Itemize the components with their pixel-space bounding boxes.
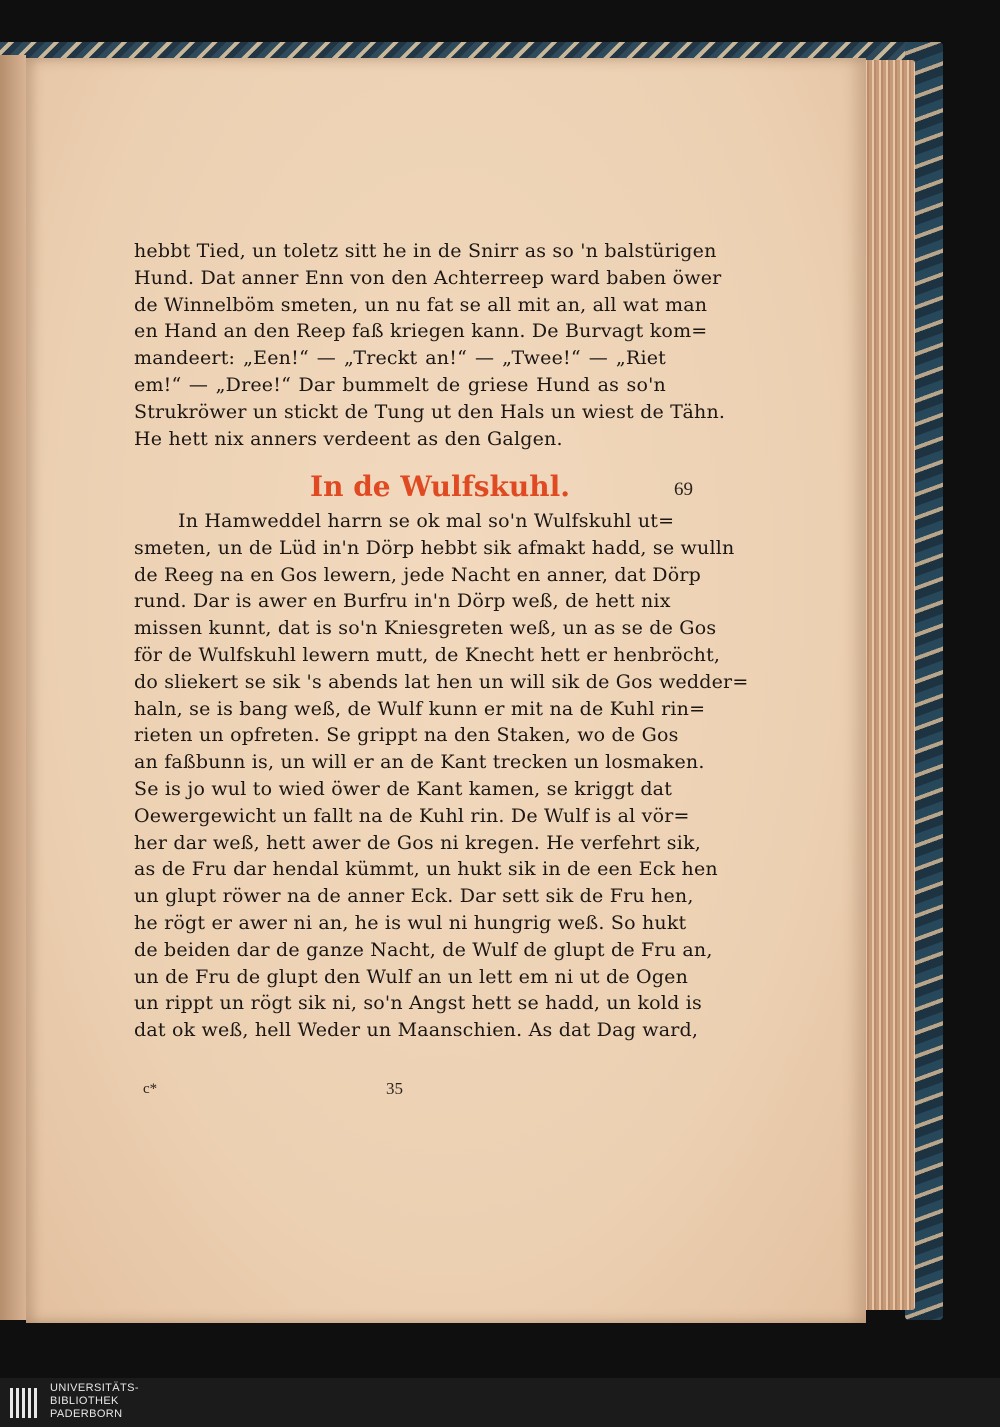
side-number: 69	[674, 479, 693, 500]
text-line: Strukröwer un stickt de Tung ut den Hals un wiest de Tähn.	[134, 400, 726, 423]
text-line: Se is jo wul to wied öwer de Kant kamen, se kriggt dat	[134, 777, 673, 800]
library-name-line: BIBLIOTHEK	[50, 1395, 119, 1407]
library-footer	[0, 1378, 1000, 1427]
text-line: He hett nix anners verdeent as den Galgen.	[134, 427, 563, 450]
text-line: de Winnelböm smeten, un nu fat se all mit an, all wat man	[134, 293, 708, 316]
page-number: 35	[386, 1079, 403, 1098]
text-line: mandeert: „Een!“ — „Treckt an!“ — „Twee!“ — „Riet	[134, 347, 666, 370]
text-line: dat ok weß, hell Weder un Maanschien. As dat Dag ward,	[134, 1019, 699, 1042]
text-line: un glupt röwer na de anner Eck. Dar sett sik de Fru hen,	[134, 885, 694, 908]
text-line: haln, se is bang weß, de Wulf kunn er mit na de Kuhl rin=	[134, 697, 706, 720]
text-line: em!“ — „Dree!“ Dar bummelt de griese Hund as so'n	[134, 373, 666, 396]
section-heading-text: In de Wulfskuhl.	[310, 470, 570, 503]
library-name-line: UNIVERSITÄTS-	[50, 1382, 139, 1394]
library-name	[50, 1382, 139, 1421]
text-line: hebbt Tied, un toletz sitt he in de Snirr as so 'n balstürigen	[134, 240, 717, 262]
section-heading	[26, 470, 866, 503]
text-line: her dar weß, hett awer de Gos ni kregen. He verfehrt sik,	[134, 831, 701, 854]
text-line: missen kunnt, dat is so'n Kniesgreten weß, un as se de Gos	[134, 617, 717, 640]
text-line: de Reeg na en Gos lewern, jede Nacht en anner, dat Dörp	[134, 563, 702, 586]
left-page-fragment	[0, 55, 26, 1320]
text-line: an faßbunn is, un will er an de Kant trecken un losmaken.	[134, 751, 705, 774]
text-line: un de Fru de glupt den Wulf an un lett em ni ut de Ogen	[134, 965, 689, 988]
text-line: un rippt un rögt sik ni, so'n Angst hett se hadd, un kold is	[134, 992, 702, 1015]
text-line: Oewergewicht un fallt na de Kuhl rin. De Wulf is al vör=	[134, 804, 690, 827]
text-line: Hund. Dat anner Enn von den Achterreep ward baben öwer	[134, 266, 722, 289]
text-line: he rögt er awer ni an, he is wul ni hungrig weß. So hukt	[134, 911, 687, 934]
text-line: smeten, un de Lüd in'n Dörp hebbt sik afmakt hadd, se wulln	[134, 536, 735, 559]
text-line: för de Wulfskuhl lewern mutt, de Knecht hett er henbröcht,	[134, 643, 721, 666]
text-line: do sliekert se sik 's abends lat hen un will sik de Gos wedder=	[134, 670, 749, 693]
signature-mark: c*	[143, 1081, 158, 1097]
library-logo-icon	[8, 1384, 42, 1422]
text-line: as de Fru dar hendal kümmt, un hukt sik in de een Eck hen	[134, 858, 718, 881]
book-page	[26, 58, 866, 1323]
paragraph-main	[134, 508, 749, 1044]
paragraph-continued	[134, 238, 726, 452]
text-line: en Hand an den Reep faß kriegen kann. De Burvagt kom=	[134, 320, 708, 343]
text-line: de beiden dar de ganze Nacht, de Wulf de glupt de Fru an,	[134, 938, 713, 961]
text-line: rund. Dar is awer en Burfru in'n Dörp weß, de hett nix	[134, 590, 671, 613]
text-line: rieten un opfreten. Se grippt na den Staken, wo de Gos	[134, 724, 679, 747]
text-line: In Hamweddel harrn se ok mal so'n Wulfskuhl ut=	[178, 510, 675, 532]
library-name-line: PADERBORN	[50, 1408, 123, 1420]
